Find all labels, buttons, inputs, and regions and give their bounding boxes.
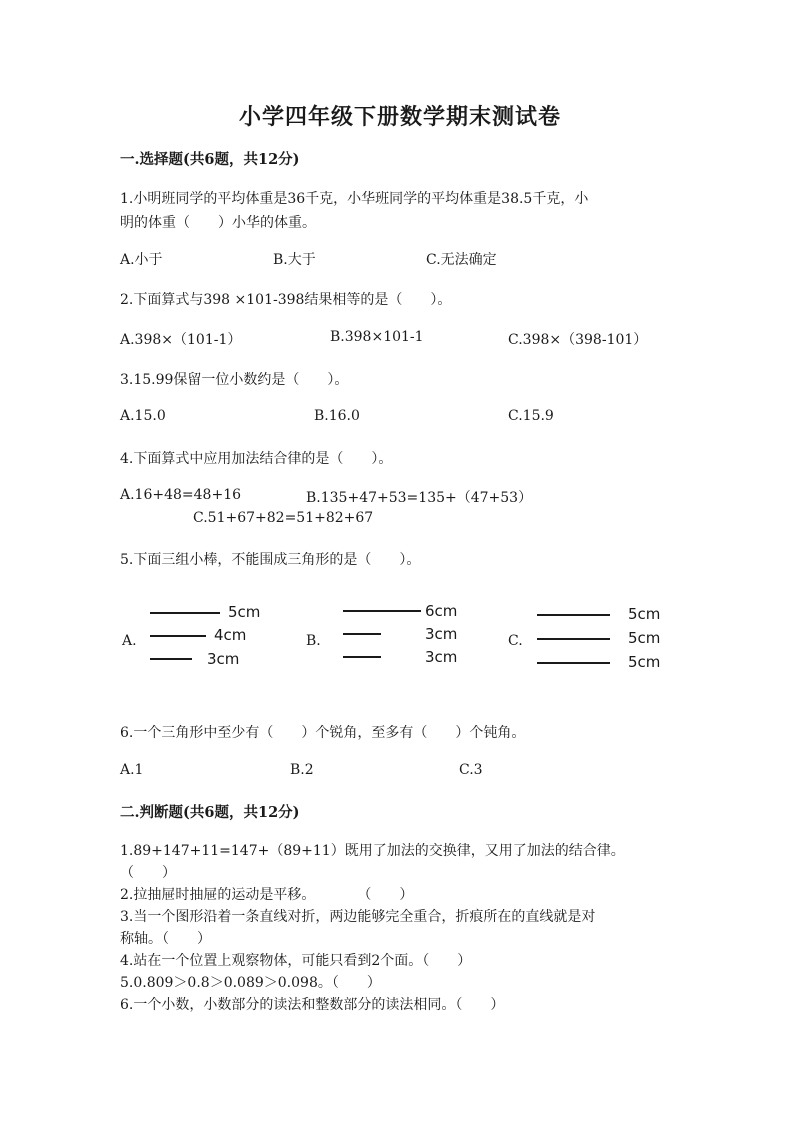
question-4: 4.下面算式中应用加法结合律的是（ ）。 xyxy=(120,451,393,467)
q3-option-a: A.15.0 xyxy=(120,408,166,424)
q4-option-b: B.135+47+53=135+（47+53） xyxy=(306,490,533,506)
judgement-item-1: 1.89+147+11=147+（89+11）既用了加法的交换律，又用了加法的结合律。 xyxy=(120,843,625,859)
stick-a-1 xyxy=(150,612,220,614)
stick-group-a-label: A. xyxy=(122,633,137,649)
judgement-item-4: 4.站在一个位置上观察物体，可能只看到2个面。（ ） xyxy=(120,953,472,969)
q4-option-a: A.16+48=48+16 xyxy=(120,487,242,503)
stick-c-3 xyxy=(537,662,610,664)
q2-option-c: C.398×（398-101） xyxy=(508,332,648,348)
question-3: 3.15.99保留一位小数约是（ ）。 xyxy=(120,372,349,388)
q6-option-a: A.1 xyxy=(120,762,144,778)
judgement-item-6: 6.一个小数，小数部分的读法和整数部分的读法相同。（ ） xyxy=(120,997,505,1013)
q4-option-c: C.51+67+82=51+82+67 xyxy=(193,510,374,526)
stick-b-3-length: 3cm xyxy=(425,648,458,666)
q2-option-b: B.398×101-1 xyxy=(330,329,424,345)
stick-b-1-length: 6cm xyxy=(425,602,458,620)
judgement-item-2: 2.拉抽屉时抽屉的运动是平移。 （ ） xyxy=(120,887,414,903)
stick-c-2 xyxy=(537,638,610,640)
stick-a-3 xyxy=(150,658,192,660)
q1-option-c: C.无法确定 xyxy=(426,252,497,268)
stick-b-1 xyxy=(343,610,421,612)
stick-group-c-label: C. xyxy=(508,633,523,649)
judgement-item-5: 5.0.809＞0.8＞0.089＞0.098。（ ） xyxy=(120,975,381,991)
q6-option-b: B.2 xyxy=(290,762,314,778)
question-1-line-2: 明的体重（ ）小华的体重。 xyxy=(120,215,316,231)
stick-a-1-length: 5cm xyxy=(228,603,261,621)
section-heading-judgement: 二.判断题(共6题，共12分) xyxy=(120,804,300,821)
stick-a-2 xyxy=(150,635,206,637)
judgement-item-3-cont: 称轴。（ ） xyxy=(120,931,211,947)
q2-option-a: A.398×（101-1） xyxy=(120,332,242,348)
question-5: 5.下面三组小棒，不能围成三角形的是（ ）。 xyxy=(120,552,421,568)
stick-c-1-length: 5cm xyxy=(628,605,661,623)
stick-a-3-length: 3cm xyxy=(207,650,240,668)
question-1-line-1: 1.小明班同学的平均体重是36千克，小华班同学的平均体重是38.5千克，小 xyxy=(120,191,589,207)
stick-c-2-length: 5cm xyxy=(628,629,661,647)
stick-b-3 xyxy=(343,656,381,658)
question-2: 2.下面算式与398 ×101-398结果相等的是（ ）。 xyxy=(120,292,452,308)
page-title: 小学四年级下册数学期末测试卷 xyxy=(238,104,561,130)
section-heading-choice: 一.选择题(共6题，共12分) xyxy=(120,151,300,168)
stick-b-2 xyxy=(343,633,381,635)
stick-a-2-length: 4cm xyxy=(214,626,247,644)
q3-option-c: C.15.9 xyxy=(508,408,554,424)
q1-option-a: A.小于 xyxy=(120,252,163,268)
stick-group-b-label: B. xyxy=(306,633,321,649)
judgement-item-1-bracket: （ ） xyxy=(120,865,176,881)
q1-option-b: B.大于 xyxy=(273,252,316,268)
q6-option-c: C.3 xyxy=(459,762,483,778)
stick-c-1 xyxy=(537,614,610,616)
q3-option-b: B.16.0 xyxy=(314,408,360,424)
stick-b-2-length: 3cm xyxy=(425,625,458,643)
question-6: 6.一个三角形中至少有（ ）个锐角，至多有（ ）个钝角。 xyxy=(120,725,526,741)
stick-c-3-length: 5cm xyxy=(628,653,661,671)
judgement-item-3: 3.当一个图形沿着一条直线对折，两边能够完全重合，折痕所在的直线就是对 xyxy=(120,909,596,925)
